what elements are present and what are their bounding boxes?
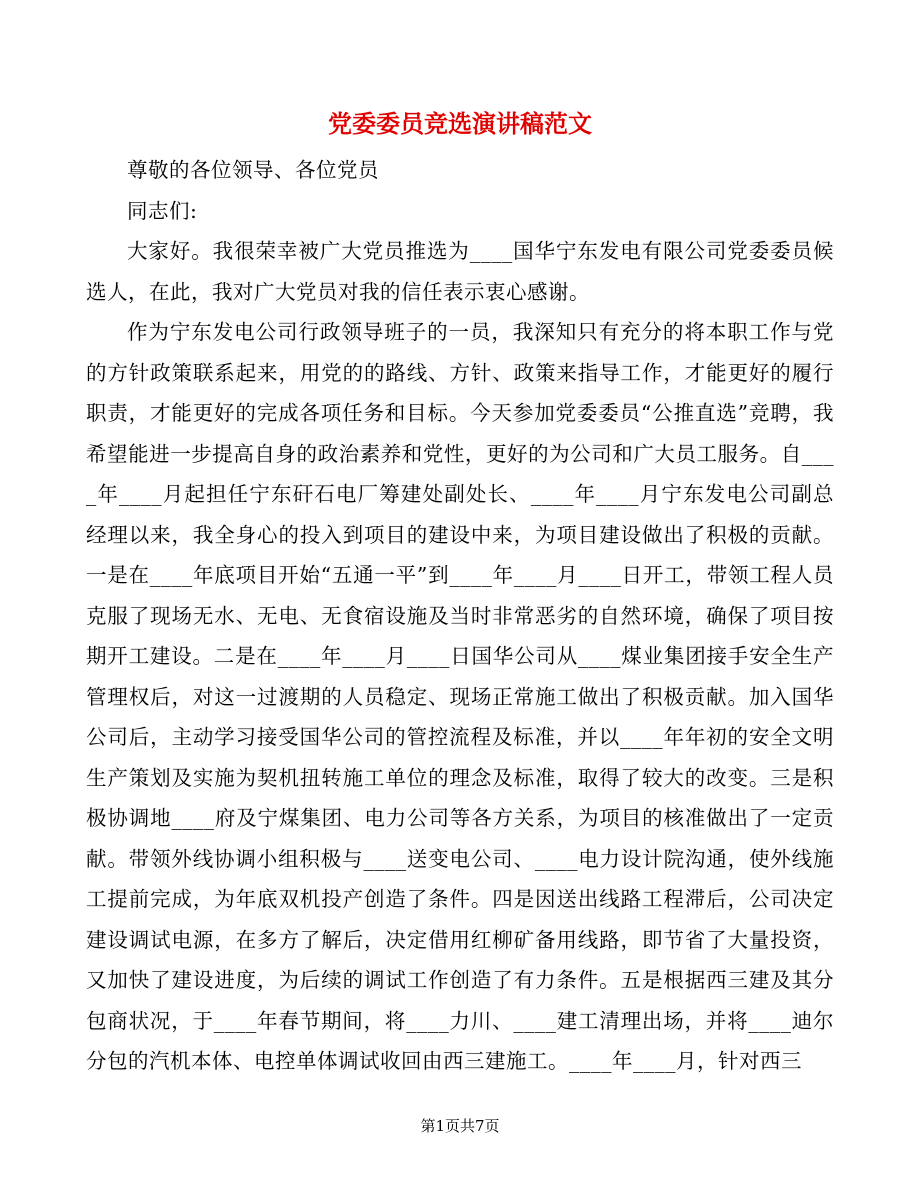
salutation-paragraph: 尊敬的各位领导、各位党员	[127, 158, 379, 182]
document-body	[86, 150, 834, 1082]
main-paragraph: 作为宁东发电公司行政领导班子的一员，我深知只有充分的将本职工作与党的方针政策联系起来，用党的的路线、方针、政策来指导工作，才能更好的履行职责，才能更好的完成各项任务和目标。今天参加党委委员“公推直选”竞聘，我希望能进一步提高自身的政治素养和党性，更好的为公司和广大员工服务。自____年____月起担任宁东矸石电厂筹建处副处长、____年____月宁东发电公司副总经理以来，我全身心的投入到项目的建设中来，为项目建设做出了积极的贡献。一是在____年底项目开始“五通一平”到____年____月____日开工，带领工程人员克服了现场无水、无电、无食宿设施及当时非常恶劣的自然环境，确保了项目按期开工建设。二是在____年____月____日国华公司从____煤业集团接手安全生产管理权后，对这一过渡期的人员稳定、现场正常施工做出了积极贡献。加入国华公司后，主动学习接受国华公司的管控流程及标准，并以____年年初的安全文明生产策划及实施为契机扭转施工单位的理念及标准，取得了较大的改变。三是积极协调地____府及宁煤集团、电力公司等各方关系，为项目的核准做出了一定贡献。带领外线协调小组积极与____送变电公司、____电力设计院沟通，使外线施工提前完成，为年底双机投产创造了条件。四是因送出线路工程滞后，公司决定建设调试电源，在多方了解后，决定借用红柳矿备用线路，即节省了大量投资，又加快了建设进度，为后续的调试工作创造了有力条件。五是根据西三建及其分包商状况，于____年春节期间，将____力川、____建工清理出场，并将____迪尔分包的汽机本体、电控单体调试收回由西三建施工。____年____月，针对西三	[86, 320, 834, 1073]
document-title: 党委委员竞选演讲稿范文	[328, 109, 592, 138]
intro-paragraph: 大家好。我很荣幸被广大党员推选为____国华宁东发电有限公司党委委员候选人，在此，我对广大党员对我的信任表示衷心感谢。	[86, 239, 834, 304]
greeting-paragraph: 同志们:	[127, 198, 198, 223]
page-indicator: 第1页共7页	[420, 1117, 500, 1135]
page-footer	[0, 1114, 920, 1138]
